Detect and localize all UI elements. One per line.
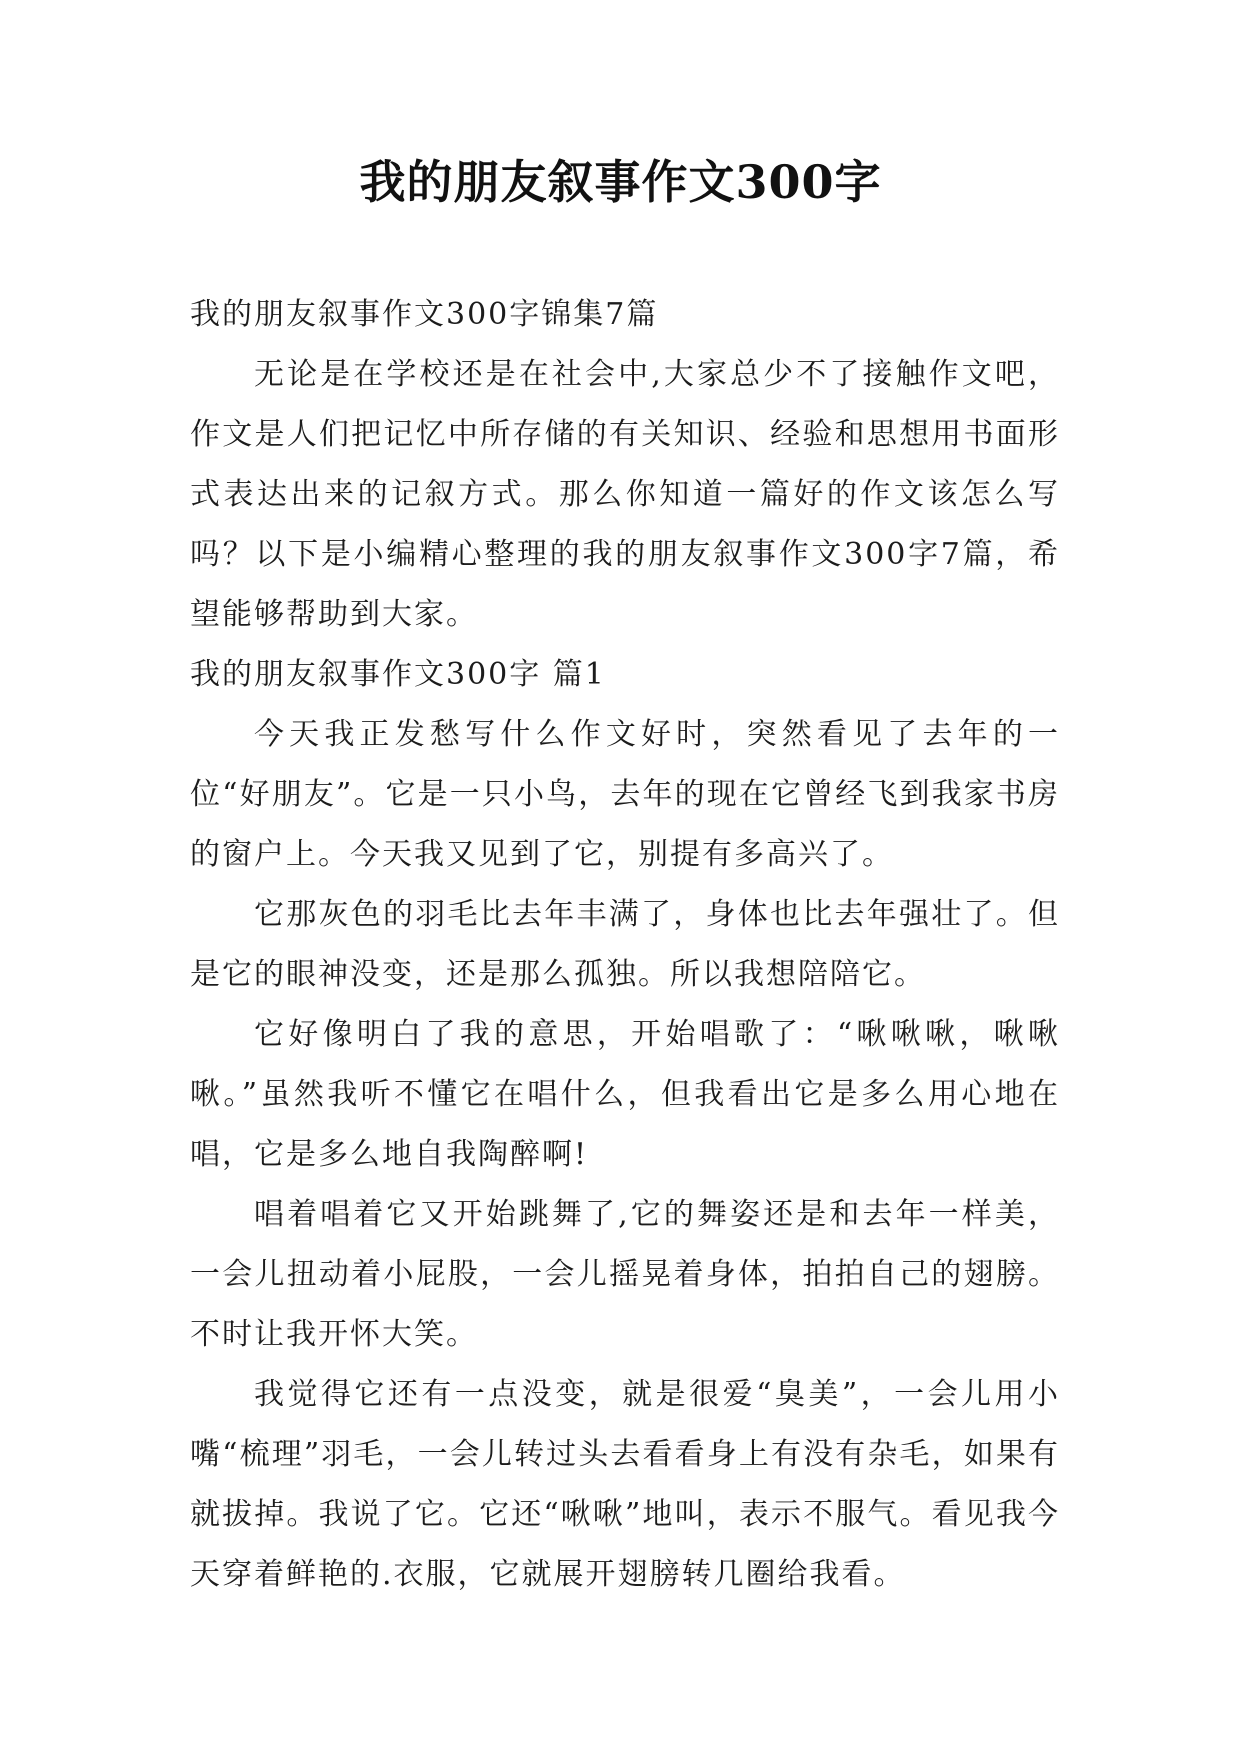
section-heading-1: 我的朋友叙事作文300字 篇1 [190,657,606,692]
body-paragraph: 它那灰色的羽毛比去年丰满了，身体也比去年强壮了。但是它的眼神没变，还是那么孤独。所以我想陪陪它。 [190,897,1060,992]
body-paragraph: 唱着唱着它又开始跳舞了,它的舞姿还是和去年一样美，一会儿扭动着小屁股，一会儿摇晃着身体，拍拍自己的翅膀。不时让我开怀大笑。 [190,1197,1060,1352]
body-paragraph: 今天我正发愁写什么作文好时，突然看见了去年的一位“好朋友”。它是一只小鸟，去年的现在它曾经飞到我家书房的窗户上。今天我又见到了它，别提有多高兴了。 [190,717,1060,872]
body-paragraph: 它好像明白了我的意思，开始唱歌了：“啾啾啾，啾啾啾。”虽然我听不懂它在唱什么，但我看出它是多么用心地在唱，它是多么地自我陶醉啊! [190,1017,1060,1172]
body-paragraph: 我觉得它还有一点没变，就是很爱“臭美”，一会儿用小嘴“梳理”羽毛，一会儿转过头去看看身上有没有杂毛，如果有就拔掉。我说了它。它还“啾啾”地叫，表示不服气。看见我今天穿着鲜艳的.衣服，它就展开翅膀转几圈给我看。 [190,1377,1060,1592]
document-body [190,285,1060,1605]
collection-subtitle: 我的朋友叙事作文300字锦集7篇 [190,297,659,332]
intro-paragraph: 无论是在学校还是在社会中,大家总少不了接触作文吧，作文是人们把记忆中所存储的有关知识、经验和思想用书面形式表达出来的记叙方式。那么你知道一篇好的作文该怎么写吗？以下是小编精心整理的我的朋友叙事作文300字7篇，希望能够帮助到大家。 [190,357,1060,632]
document-title: 我的朋友叙事作文300字 [359,155,882,209]
